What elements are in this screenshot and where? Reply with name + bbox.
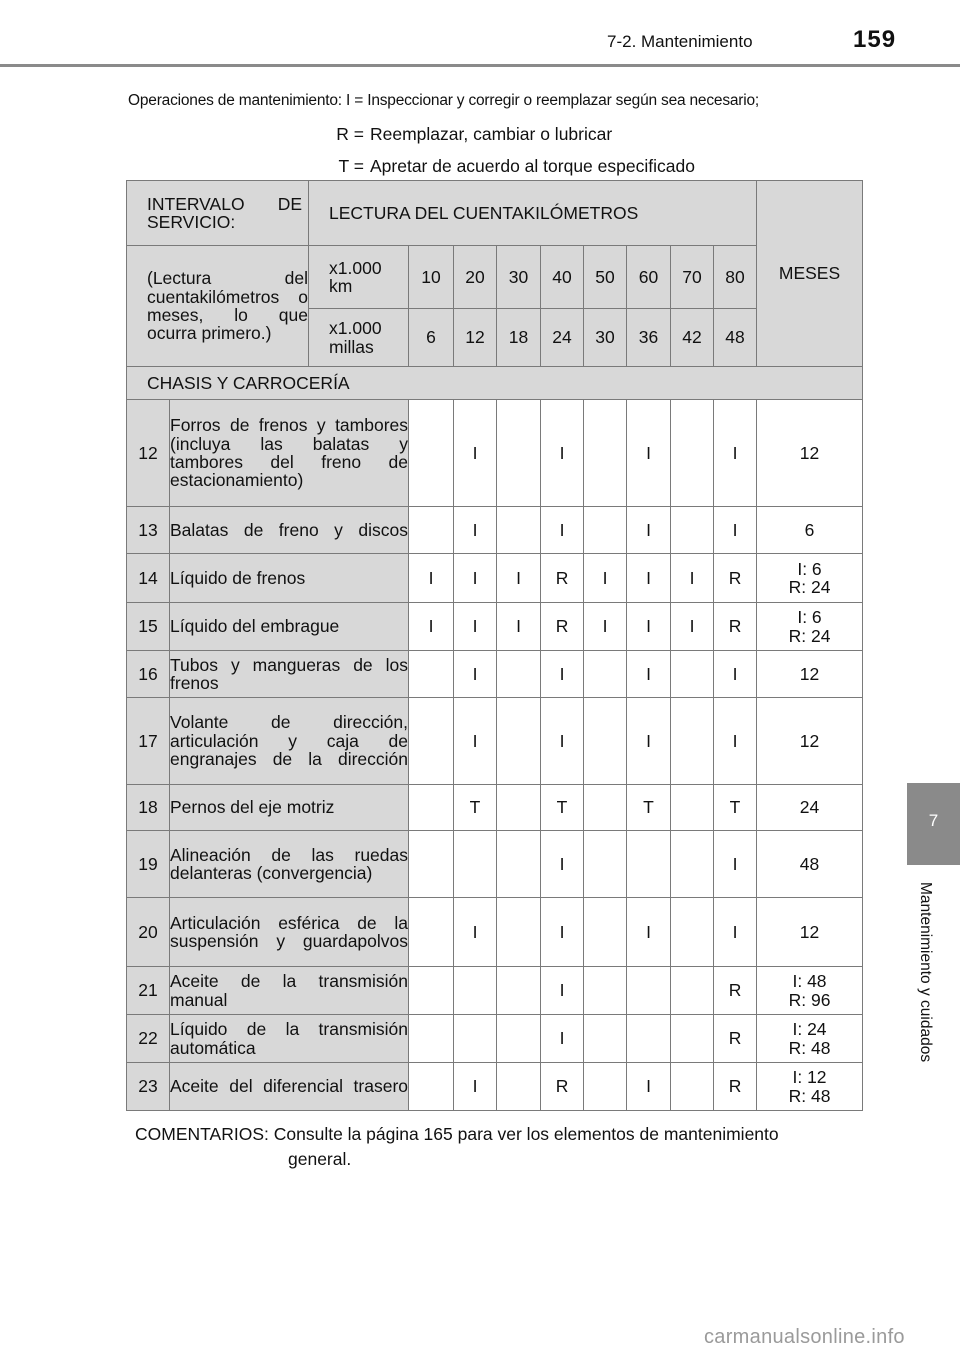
item-description: Alineación de las ruedas delanteras (convergencia) (170, 831, 409, 898)
km-row (127, 246, 863, 309)
schedule-mark (497, 507, 541, 554)
months-label: MESES (757, 181, 863, 367)
schedule-mark: I (627, 1063, 671, 1111)
schedule-mark: I (454, 554, 497, 603)
schedule-mark: I (454, 698, 497, 785)
schedule-mark: R (714, 554, 757, 603)
comments-text-continued: general. (288, 1149, 352, 1169)
schedule-mark (584, 967, 627, 1015)
schedule-mark (584, 831, 627, 898)
schedule-mark (497, 651, 541, 698)
schedule-mark (671, 698, 714, 785)
schedule-mark: I (454, 603, 497, 651)
table-row (127, 785, 863, 831)
item-description: Líquido de la transmisión automática (170, 1015, 409, 1063)
km-value: 20 (454, 246, 497, 309)
schedule-mark: I (714, 898, 757, 967)
schedule-mark: I (627, 603, 671, 651)
schedule-mark (497, 785, 541, 831)
months-value: 48 (757, 831, 863, 898)
schedule-mark (454, 967, 497, 1015)
schedule-mark: I (454, 400, 497, 507)
km-value: 80 (714, 246, 757, 309)
schedule-mark (671, 785, 714, 831)
legend-key-r: R = (336, 124, 364, 144)
schedule-mark (497, 1063, 541, 1111)
schedule-mark: I (497, 603, 541, 651)
schedule-mark (409, 967, 454, 1015)
months-value: I: 6 R: 24 (757, 554, 863, 603)
schedule-mark: I (584, 603, 627, 651)
header-rule (0, 64, 960, 67)
schedule-mark (671, 400, 714, 507)
schedule-mark (584, 1063, 627, 1111)
schedule-mark: I (454, 1063, 497, 1111)
schedule-mark: I (497, 554, 541, 603)
schedule-mark (671, 651, 714, 698)
table-header-row (127, 181, 863, 246)
schedule-mark: I (409, 603, 454, 651)
schedule-mark: R (714, 1063, 757, 1111)
watermark: carmanualsonline.info (704, 1326, 905, 1348)
schedule-mark (497, 967, 541, 1015)
km-value: 60 (627, 246, 671, 309)
schedule-mark: I (714, 831, 757, 898)
mile-value: 30 (584, 309, 627, 367)
legend-line-2 (326, 124, 612, 145)
comments-line (135, 1124, 779, 1145)
months-value: 24 (757, 785, 863, 831)
section-heading: CHASIS Y CARROCERÍA (127, 367, 863, 400)
months-value: I: 24 R: 48 (757, 1015, 863, 1063)
months-value: 12 (757, 651, 863, 698)
schedule-mark (627, 967, 671, 1015)
comments-text: Consulte la página 165 para ver los elementos de mantenimiento (273, 1124, 779, 1144)
item-description: Aceite del diferencial trasero (170, 1063, 409, 1111)
schedule-mark (409, 507, 454, 554)
schedule-mark: T (541, 785, 584, 831)
schedule-mark (671, 831, 714, 898)
item-number: 16 (127, 651, 170, 698)
mile-value: 42 (671, 309, 714, 367)
table-row (127, 698, 863, 785)
table-row (127, 554, 863, 603)
table-row (127, 400, 863, 507)
schedule-mark: I (454, 507, 497, 554)
schedule-mark (671, 1015, 714, 1063)
mile-value: 48 (714, 309, 757, 367)
item-description: Balatas de freno y discos (170, 507, 409, 554)
km-value: 30 (497, 246, 541, 309)
schedule-mark: R (714, 1015, 757, 1063)
mile-value: 12 (454, 309, 497, 367)
schedule-mark: I (714, 651, 757, 698)
schedule-mark: I (454, 898, 497, 967)
schedule-mark (454, 1015, 497, 1063)
schedule-mark (409, 651, 454, 698)
schedule-mark: I (627, 400, 671, 507)
schedule-mark: R (541, 1063, 584, 1111)
item-description: Forros de frenos y tambores (incluya las balatas y tambores del freno de estacionamiento) (170, 400, 409, 507)
schedule-mark: R (541, 603, 584, 651)
schedule-mark: I (541, 1015, 584, 1063)
legend-text-r: Reemplazar, cambiar o lubricar (370, 124, 613, 144)
schedule-mark: I (541, 698, 584, 785)
schedule-mark: I (714, 507, 757, 554)
schedule-mark (627, 1015, 671, 1063)
months-value: 12 (757, 400, 863, 507)
schedule-mark: I (409, 554, 454, 603)
legend-key-i: I = (346, 92, 364, 109)
months-value: I: 6 R: 24 (757, 603, 863, 651)
schedule-mark (409, 698, 454, 785)
interval-condition: (Lectura del cuentakilómetros o meses, lo que ocurra primero.) (127, 246, 309, 367)
schedule-mark (497, 400, 541, 507)
schedule-mark (497, 831, 541, 898)
schedule-mark (584, 651, 627, 698)
legend-text-i: Inspeccionar y corregir o reemplazar según sea necesario; (367, 92, 760, 109)
schedule-mark (454, 831, 497, 898)
table-row (127, 898, 863, 967)
schedule-mark: I (671, 554, 714, 603)
months-value: 6 (757, 507, 863, 554)
item-number: 19 (127, 831, 170, 898)
schedule-mark: R (541, 554, 584, 603)
legend-line-3 (326, 156, 695, 177)
item-number: 13 (127, 507, 170, 554)
chapter-label: Mantenimiento y cuidados (917, 882, 934, 1063)
km-value: 50 (584, 246, 627, 309)
schedule-mark (497, 1015, 541, 1063)
item-number: 17 (127, 698, 170, 785)
page-number: 159 (853, 26, 897, 53)
item-description: Aceite de la transmisión manual (170, 967, 409, 1015)
schedule-mark (584, 400, 627, 507)
schedule-mark (584, 898, 627, 967)
schedule-mark: I (627, 898, 671, 967)
schedule-mark: T (714, 785, 757, 831)
schedule-mark: I (454, 651, 497, 698)
schedule-mark: I (627, 698, 671, 785)
item-description: Líquido del embrague (170, 603, 409, 651)
schedule-mark (584, 698, 627, 785)
schedule-mark (409, 898, 454, 967)
schedule-mark (671, 898, 714, 967)
schedule-mark: T (627, 785, 671, 831)
schedule-mark (671, 507, 714, 554)
item-number: 21 (127, 967, 170, 1015)
legend-text-t: Apretar de acuerdo al torque especificado (370, 156, 695, 176)
schedule-mark: R (714, 967, 757, 1015)
schedule-mark (627, 831, 671, 898)
months-value: 12 (757, 698, 863, 785)
schedule-mark (409, 1063, 454, 1111)
miles-label: x1.000 millas (309, 309, 409, 367)
schedule-mark (497, 698, 541, 785)
legend-line-1 (128, 92, 759, 110)
comments-label: COMENTARIOS: (135, 1124, 269, 1144)
item-number: 15 (127, 603, 170, 651)
table-row (127, 507, 863, 554)
km-value: 70 (671, 246, 714, 309)
schedule-mark: I (627, 507, 671, 554)
schedule-mark: I (584, 554, 627, 603)
item-description: Articulación esférica de la suspensión y guardapolvos (170, 898, 409, 967)
schedule-mark (409, 1015, 454, 1063)
km-value: 10 (409, 246, 454, 309)
maintenance-schedule-table (126, 180, 863, 1111)
schedule-mark: I (541, 507, 584, 554)
item-number: 12 (127, 400, 170, 507)
schedule-mark: I (541, 967, 584, 1015)
schedule-mark: I (541, 651, 584, 698)
table-row (127, 967, 863, 1015)
table-row (127, 603, 863, 651)
item-description: Líquido de frenos (170, 554, 409, 603)
mile-value: 18 (497, 309, 541, 367)
chapter-number: 7 (928, 811, 939, 830)
mile-value: 6 (409, 309, 454, 367)
table-row (127, 651, 863, 698)
item-description: Tubos y mangueras de los frenos (170, 651, 409, 698)
table-row (127, 1015, 863, 1063)
section-row (127, 367, 863, 400)
item-number: 14 (127, 554, 170, 603)
schedule-mark (671, 1063, 714, 1111)
interval-label: INTERVALO DE SERVICIO: (127, 181, 309, 246)
km-label: x1.000 km (309, 246, 409, 309)
schedule-mark: I (714, 400, 757, 507)
schedule-mark (409, 400, 454, 507)
item-description: Pernos del eje motriz (170, 785, 409, 831)
schedule-mark: I (627, 651, 671, 698)
months-value: I: 48 R: 96 (757, 967, 863, 1015)
schedule-mark: R (714, 603, 757, 651)
schedule-mark (671, 967, 714, 1015)
item-description: Volante de dirección, articulación y caja de engranajes de la dirección (170, 698, 409, 785)
legend-key-t: T = (338, 156, 364, 176)
item-number: 23 (127, 1063, 170, 1111)
months-value: 12 (757, 898, 863, 967)
schedule-mark: I (627, 554, 671, 603)
chapter-tab (907, 783, 960, 865)
schedule-mark: I (541, 831, 584, 898)
table-row (127, 831, 863, 898)
schedule-mark (584, 1015, 627, 1063)
km-value: 40 (541, 246, 584, 309)
schedule-mark (584, 507, 627, 554)
schedule-mark (584, 785, 627, 831)
schedule-mark (497, 898, 541, 967)
schedule-mark: I (671, 603, 714, 651)
schedule-mark: I (541, 400, 584, 507)
schedule-mark: I (541, 898, 584, 967)
schedule-mark (409, 831, 454, 898)
mile-value: 24 (541, 309, 584, 367)
legend-intro: Operaciones de mantenimiento: (128, 92, 342, 109)
schedule-mark: T (454, 785, 497, 831)
schedule-mark: I (714, 698, 757, 785)
mile-value: 36 (627, 309, 671, 367)
odometer-label: LECTURA DEL CUENTAKILÓMETROS (309, 181, 757, 246)
table-row (127, 1063, 863, 1111)
section-title: 7-2. Mantenimiento (607, 32, 753, 51)
schedule-mark (409, 785, 454, 831)
item-number: 22 (127, 1015, 170, 1063)
item-number: 20 (127, 898, 170, 967)
months-value: I: 12 R: 48 (757, 1063, 863, 1111)
item-number: 18 (127, 785, 170, 831)
